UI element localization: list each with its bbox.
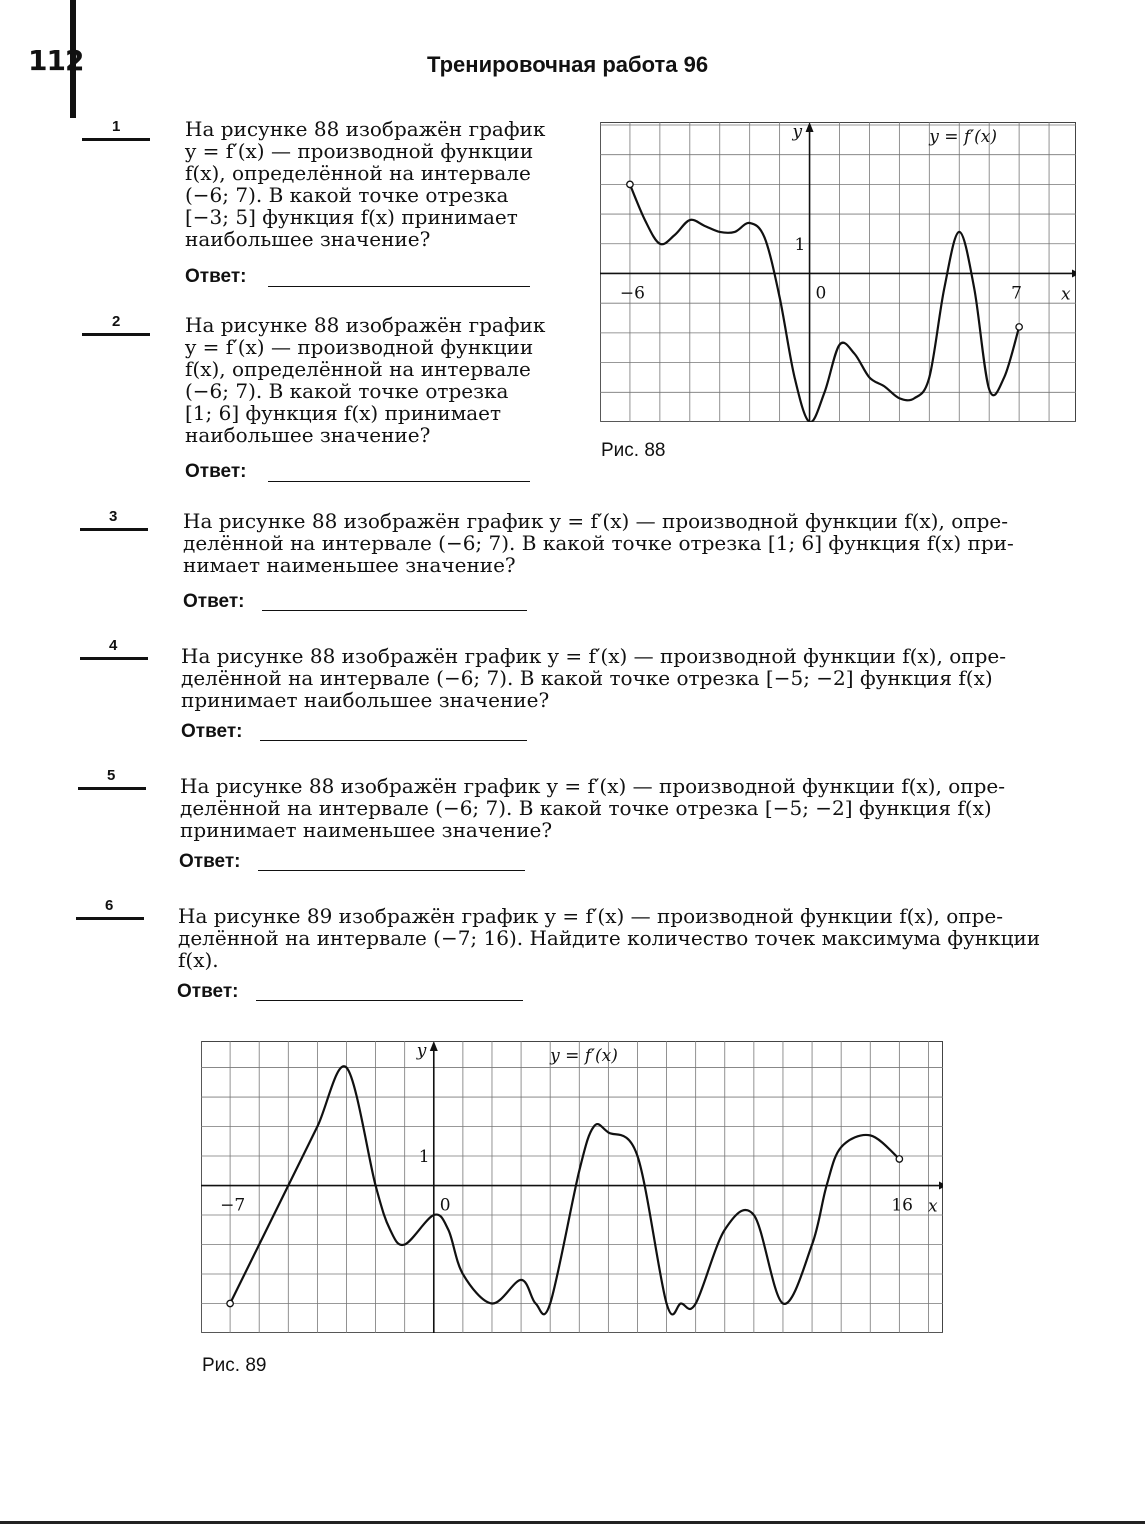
origin-label: 0 (815, 283, 827, 304)
text-line: На рисунке 88 изображён график y = f′(x) — производной функции f(x), опре- (180, 774, 1005, 798)
text-line: На рисунке 88 изображён график y = f′(x) — производной функции f(x), опре- (181, 644, 1006, 668)
text-line: [1; 6] функция f(x) принимает (185, 401, 502, 425)
problem-number: 1 (112, 118, 121, 135)
answer-label: Ответ: (183, 591, 245, 612)
problem-number-bar (78, 787, 146, 790)
x-tick-label-right: 7 (1011, 283, 1022, 304)
problem-text (178, 905, 1068, 971)
figure-caption: Рис. 88 (601, 440, 666, 461)
text-line: f(x), определённой на интервале (185, 161, 531, 185)
text-line: делённой на интервале (−6; 7). В какой точке отрезка [−5; −2] функция f(x) (181, 666, 993, 690)
text-line: y = f′(x) — производной функции (185, 335, 534, 359)
figure-88-graph (600, 122, 1076, 422)
answer-label: Ответ: (185, 461, 247, 482)
problem-text (183, 510, 1069, 576)
problem-text (185, 118, 567, 250)
text-line: (−6; 7). В какой точке отрезка (185, 379, 509, 403)
text-line: y = f′(x) — производной функции (185, 139, 534, 163)
problem-number-bar (82, 333, 150, 336)
x-axis-label: x (1061, 284, 1071, 305)
figure-89-graph (201, 1041, 943, 1333)
page-title: Тренировочная работа 96 (427, 52, 709, 77)
y-axis-arrow-icon (806, 122, 814, 132)
text-line: принимает наименьшее значение? (180, 818, 553, 842)
answer-field[interactable] (258, 870, 525, 871)
derivative-curve (230, 1066, 899, 1314)
answer-label: Ответ: (181, 721, 243, 742)
answer-field[interactable] (260, 740, 527, 741)
problem-number-bar (80, 657, 148, 660)
problem-number: 5 (107, 767, 116, 784)
answer-label: Ответ: (185, 266, 247, 287)
x-tick-label-right: 16 (891, 1195, 913, 1216)
graph-title: y = f′(x) (929, 127, 997, 147)
text-line: На рисунке 88 изображён график (185, 117, 546, 141)
text-line: принимает наибольшее значение? (181, 688, 550, 712)
text-line: f(x). (178, 948, 219, 972)
text-line: делённой на интервале (−7; 16). Найдите количество точек максимума функции (178, 926, 1041, 950)
y-tick-label-one: 1 (794, 234, 806, 255)
y-axis-label: y (416, 1041, 427, 1061)
text-line: На рисунке 88 изображён график y = f′(x) — производной функции f(x), опре- (183, 509, 1008, 533)
text-line: делённой на интервале (−6; 7). В какой точке отрезка [1; 6] функция f(x) при- (183, 531, 1014, 555)
problem-number-bar (80, 528, 148, 531)
problem-number-bar (76, 917, 144, 920)
text-line: наибольшее значение? (185, 423, 431, 447)
problem-number: 6 (105, 897, 114, 914)
answer-label: Ответ: (177, 981, 239, 1002)
answer-field[interactable] (256, 1000, 523, 1001)
origin-label: 0 (439, 1195, 451, 1216)
y-axis-arrow-icon (430, 1041, 438, 1051)
text-line: наибольшее значение? (185, 227, 431, 251)
y-axis-label: y (792, 122, 803, 142)
answer-field[interactable] (268, 481, 530, 482)
open-endpoint (896, 1156, 902, 1162)
graph-title: y = f′(x) (550, 1046, 618, 1066)
problem-number-bar (82, 138, 150, 141)
text-line: делённой на интервале (−6; 7). В какой точке отрезка [−5; −2] функция f(x) (180, 796, 992, 820)
x-tick-label-left: −6 (619, 283, 645, 304)
answer-label: Ответ: (179, 851, 241, 872)
figure-caption: Рис. 89 (202, 1355, 267, 1376)
open-endpoint (227, 1300, 233, 1306)
bottom-rule (0, 1521, 1145, 1524)
text-line: На рисунке 89 изображён график y = f′(x) — производной функции f(x), опре- (178, 904, 1003, 928)
page-number: 112 (28, 44, 84, 77)
problem-text (185, 314, 567, 446)
open-endpoint (1016, 324, 1022, 330)
graph-frame (202, 1042, 943, 1333)
x-tick-label-left: −7 (220, 1195, 246, 1216)
problem-number: 4 (109, 637, 118, 654)
text-line: нимает наименьшее значение? (183, 553, 516, 577)
problem-text (180, 775, 1070, 841)
text-line: [−3; 5] функция f(x) принимает (185, 205, 518, 229)
answer-field[interactable] (262, 610, 527, 611)
problem-text (181, 645, 1069, 711)
y-tick-label-one: 1 (418, 1147, 430, 1168)
text-line: На рисунке 88 изображён график (185, 313, 546, 337)
open-endpoint (627, 181, 633, 187)
answer-field[interactable] (268, 286, 530, 287)
problem-number: 3 (109, 508, 118, 525)
text-line: (−6; 7). В какой точке отрезка (185, 183, 509, 207)
problem-number: 2 (112, 313, 121, 330)
x-axis-label: x (928, 1196, 938, 1217)
text-line: f(x), определённой на интервале (185, 357, 531, 381)
